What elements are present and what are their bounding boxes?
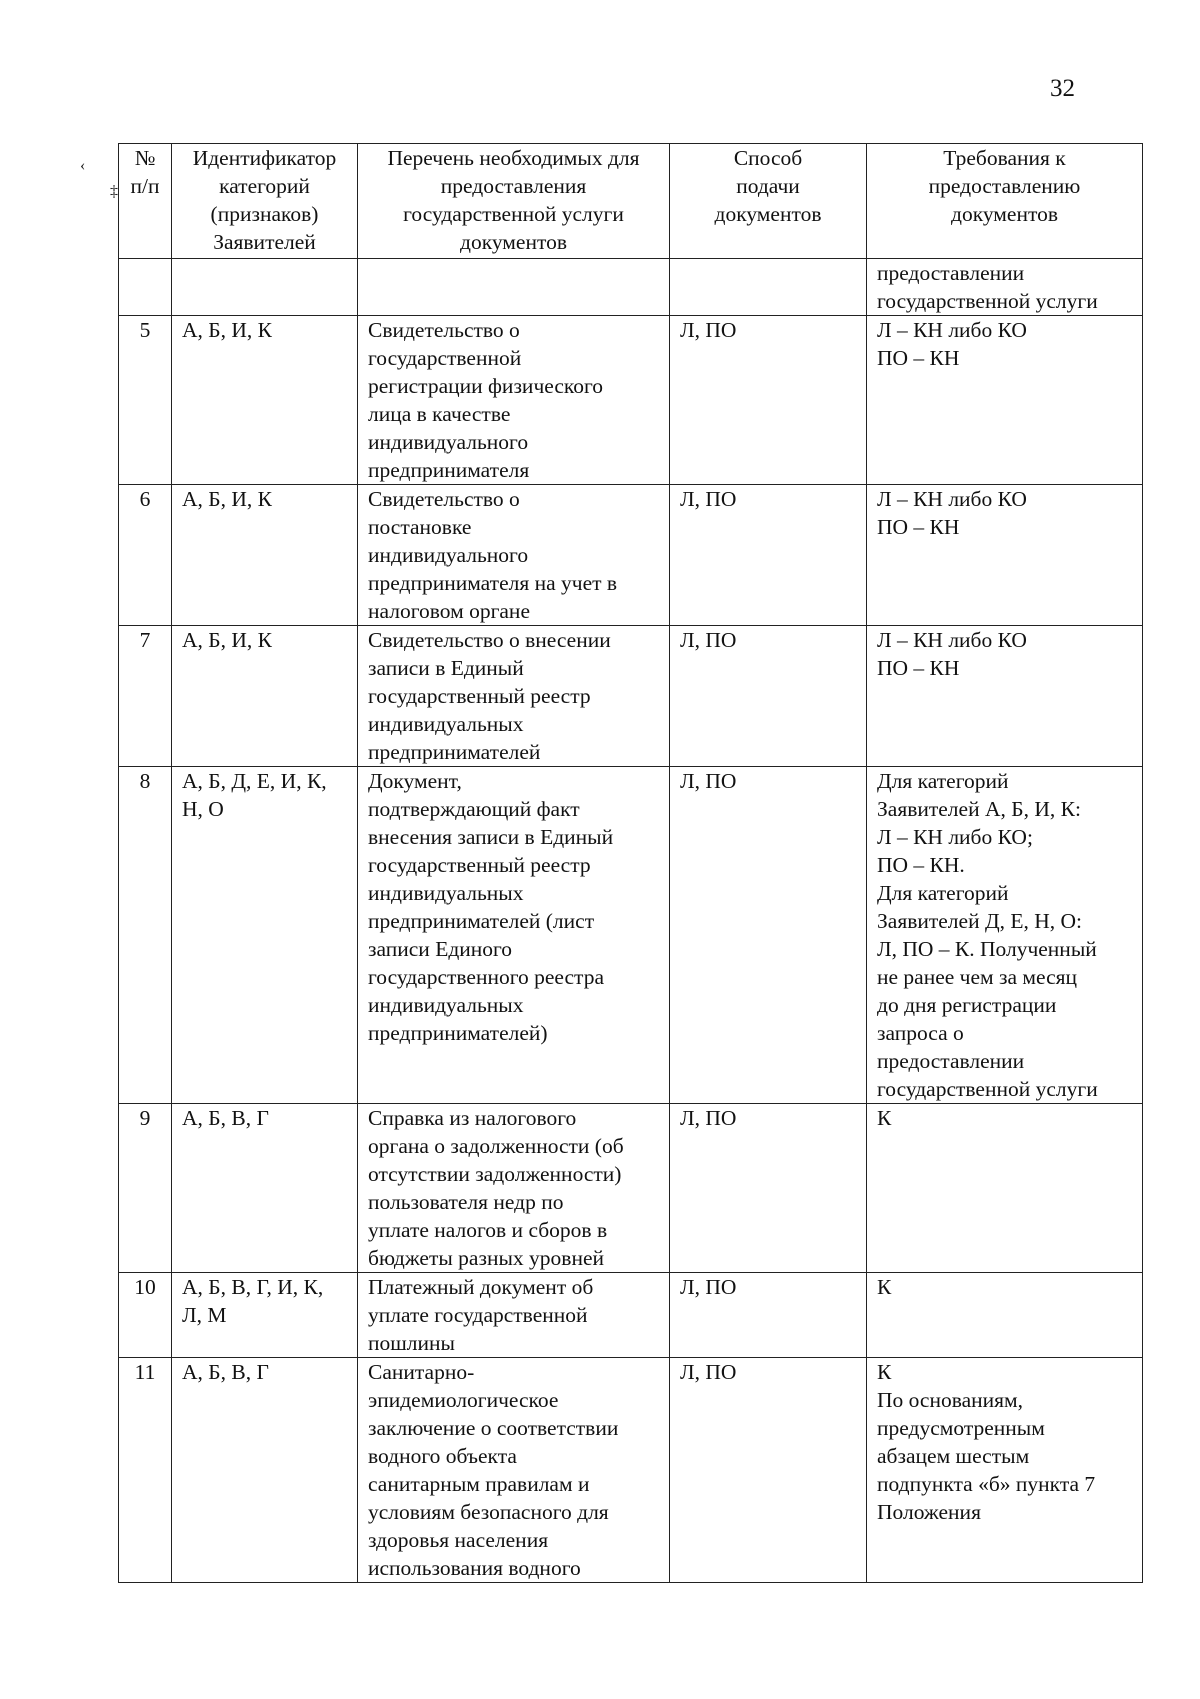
documents-cell — [358, 316, 670, 485]
page-number: 32 — [1050, 75, 1075, 102]
text-line: государственной услуги — [877, 289, 1098, 313]
text-line: налоговом органе — [368, 599, 530, 623]
text-line: использования водного — [368, 1556, 581, 1580]
categories-cell — [172, 1273, 358, 1358]
table-row — [119, 767, 1143, 1104]
text-line: водного объекта — [368, 1444, 517, 1468]
categories-cell — [172, 1358, 358, 1583]
text-line: условиям безопасного для — [368, 1500, 609, 1524]
text-line: А, Б, В, Г — [182, 1106, 269, 1130]
text-line: внесения записи в Единый — [368, 825, 614, 849]
text-line: документов — [460, 230, 567, 254]
text-line: По основаниям, — [877, 1388, 1024, 1412]
text-line: здоровья населения — [368, 1528, 549, 1552]
text-line: запроса о — [877, 1021, 964, 1045]
requirements-cell — [867, 1358, 1143, 1583]
row-number: 5 — [119, 316, 172, 485]
text-line: записи в Единый — [368, 656, 524, 680]
text-line: А, Б, В, Г — [182, 1360, 269, 1384]
text-line: п/п — [130, 174, 160, 198]
text-line: абзацем шестым — [877, 1444, 1030, 1468]
text-line: Л – КН либо КО — [877, 628, 1027, 652]
row-number: 8 — [119, 767, 172, 1104]
requirements-cell — [867, 316, 1143, 485]
text-line: записи Единого — [368, 937, 513, 961]
table-cell — [358, 259, 670, 316]
method-cell — [670, 1104, 867, 1273]
text-line: А, Б, В, Г, И, К, — [182, 1275, 324, 1299]
text-line: государственный реестр — [368, 853, 591, 877]
text-line: индивидуального — [368, 543, 529, 567]
text-line: К — [877, 1106, 892, 1130]
text-line: индивидуальных — [368, 993, 524, 1017]
header-documents — [358, 144, 670, 259]
text-line: пошлины — [368, 1331, 455, 1355]
text-line: предпринимателя — [368, 458, 530, 482]
text-line: Н, О — [182, 797, 224, 821]
text-line: ПО – КН — [877, 515, 960, 539]
requirements-cell — [867, 626, 1143, 767]
documents-cell — [358, 1358, 670, 1583]
text-line: подачи — [736, 174, 800, 198]
text-line: до дня регистрации — [877, 993, 1057, 1017]
documents-cell — [358, 485, 670, 626]
text-line: государственной — [368, 346, 522, 370]
row-number: 11 — [119, 1358, 172, 1583]
text-line: Л, ПО — [680, 628, 737, 652]
text-line: индивидуального — [368, 430, 529, 454]
text-line: Л, ПО — [680, 1275, 737, 1299]
text-line: регистрации физического — [368, 374, 604, 398]
text-line: подтверждающий факт — [368, 797, 580, 821]
text-line: государственный реестр — [368, 684, 591, 708]
method-cell — [670, 767, 867, 1104]
text-line: Для категорий — [877, 769, 1009, 793]
text-line: предусмотренным — [877, 1416, 1045, 1440]
text-line: Требования к — [943, 146, 1066, 170]
requirements-cell — [867, 767, 1143, 1104]
text-line: предоставлении — [877, 1049, 1025, 1073]
text-line: уплате налогов и сборов в — [368, 1218, 608, 1242]
text-line: санитарным правилам и — [368, 1472, 590, 1496]
text-line: Свидетельство о — [368, 487, 520, 511]
text-line: государственного реестра — [368, 965, 604, 989]
text-line: Заявителей А, Б, И, К: — [877, 797, 1081, 821]
text-line: Перечень необходимых для — [387, 146, 640, 170]
text-line: А, Б, И, К — [182, 318, 272, 342]
documents-cell — [358, 1104, 670, 1273]
text-line: индивидуальных — [368, 881, 524, 905]
header-categories — [172, 144, 358, 259]
text-line: пользователя недр по — [368, 1190, 564, 1214]
text-line: ПО – КН. — [877, 853, 965, 877]
text-line: предпринимателей) — [368, 1021, 548, 1045]
text-line: Идентификатор — [192, 146, 337, 170]
text-line: Документ, — [368, 769, 462, 793]
text-line: Л, ПО — [680, 769, 737, 793]
requirements-cell — [867, 1273, 1143, 1358]
table-cell — [119, 259, 172, 316]
text-line: отсутствии задолженности) — [368, 1162, 622, 1186]
text-line: Свидетельство о — [368, 318, 520, 342]
table-header-row — [119, 144, 1143, 259]
text-line: Положения — [877, 1500, 981, 1524]
documents-cell — [358, 1273, 670, 1358]
method-cell — [670, 316, 867, 485]
table-row — [119, 626, 1143, 767]
text-line: государственной услуги — [877, 1077, 1098, 1101]
text-line: документов — [714, 202, 822, 226]
text-line: категорий — [219, 174, 310, 198]
text-line: Л, ПО — [680, 1360, 737, 1384]
text-line: ПО – КН — [877, 346, 960, 370]
text-line: эпидемиологическое — [368, 1388, 559, 1412]
text-line: Санитарно- — [368, 1360, 475, 1384]
categories-cell — [172, 1104, 358, 1273]
text-line: Л, ПО — [680, 1106, 737, 1130]
text-line: ПО – КН — [877, 656, 960, 680]
text-line: К — [877, 1360, 892, 1384]
requirements-cell — [867, 259, 1143, 316]
table-row-continuation — [119, 259, 1143, 316]
text-line: подпункта «б» пункта 7 — [877, 1472, 1096, 1496]
table-row — [119, 1104, 1143, 1273]
requirements-cell — [867, 1104, 1143, 1273]
text-line: Л – КН либо КО; — [877, 825, 1033, 849]
categories-cell — [172, 626, 358, 767]
row-number: 7 — [119, 626, 172, 767]
text-line: заключение о соответствии — [368, 1416, 619, 1440]
text-line: предоставления — [440, 174, 587, 198]
text-line: бюджеты разных уровней — [368, 1246, 604, 1270]
text-line: документов — [951, 202, 1058, 226]
text-line: Л – КН либо КО — [877, 318, 1027, 342]
documents-table — [118, 143, 1143, 1583]
text-line: Платежный документ об — [368, 1275, 594, 1299]
text-line: А, Б, Д, Е, И, К, — [182, 769, 327, 793]
method-cell — [670, 485, 867, 626]
text-line: лица в качестве — [368, 402, 511, 426]
text-line: постановке — [368, 515, 472, 539]
text-line: предоставлению — [928, 174, 1081, 198]
text-line: Справка из налогового — [368, 1106, 577, 1130]
text-line: не ранее чем за месяц — [877, 965, 1078, 989]
method-cell — [670, 1273, 867, 1358]
table-row — [119, 1273, 1143, 1358]
documents-cell — [358, 767, 670, 1104]
text-line: А, Б, И, К — [182, 487, 272, 511]
text-line: Заявителей Д, Е, Н, О: — [877, 909, 1083, 933]
text-line: Л, ПО – К. Полученный — [877, 937, 1097, 961]
header-method — [670, 144, 867, 259]
text-line: № — [134, 146, 156, 170]
row-number: 10 — [119, 1273, 172, 1358]
method-cell — [670, 1358, 867, 1583]
text-line: Л, ПО — [680, 487, 737, 511]
categories-cell — [172, 485, 358, 626]
text-line: (признаков) — [210, 202, 319, 226]
method-cell — [670, 626, 867, 767]
text-line: предоставлении — [877, 261, 1025, 285]
text-line: предпринимателя на учет в — [368, 571, 618, 595]
text-line: предпринимателей — [368, 740, 541, 764]
header-num — [119, 144, 172, 259]
text-line: Заявителей — [213, 230, 316, 254]
text-line: государственной услуги — [403, 202, 624, 226]
categories-cell — [172, 767, 358, 1104]
text-line: уплате государственной — [368, 1303, 588, 1327]
categories-cell — [172, 316, 358, 485]
text-line: Способ — [733, 146, 803, 170]
table-row — [119, 1358, 1143, 1583]
margin-mark: ‹ — [80, 157, 86, 174]
text-line: предпринимателей (лист — [368, 909, 595, 933]
text-line: Для категорий — [877, 881, 1009, 905]
table-cell — [172, 259, 358, 316]
header-requirements — [867, 144, 1143, 259]
table-row — [119, 485, 1143, 626]
text-line: А, Б, И, К — [182, 628, 272, 652]
row-number: 6 — [119, 485, 172, 626]
margin-mark: ‡ — [110, 183, 118, 200]
table-cell — [670, 259, 867, 316]
row-number: 9 — [119, 1104, 172, 1273]
text-line: К — [877, 1275, 892, 1299]
text-line: органа о задолженности (об — [368, 1134, 624, 1158]
documents-cell — [358, 626, 670, 767]
requirements-cell — [867, 485, 1143, 626]
text-line: Л – КН либо КО — [877, 487, 1027, 511]
text-line: индивидуальных — [368, 712, 524, 736]
text-line: Свидетельство о внесении — [368, 628, 611, 652]
table-row — [119, 316, 1143, 485]
text-line: Л, ПО — [680, 318, 737, 342]
text-line: Л, М — [182, 1303, 227, 1327]
